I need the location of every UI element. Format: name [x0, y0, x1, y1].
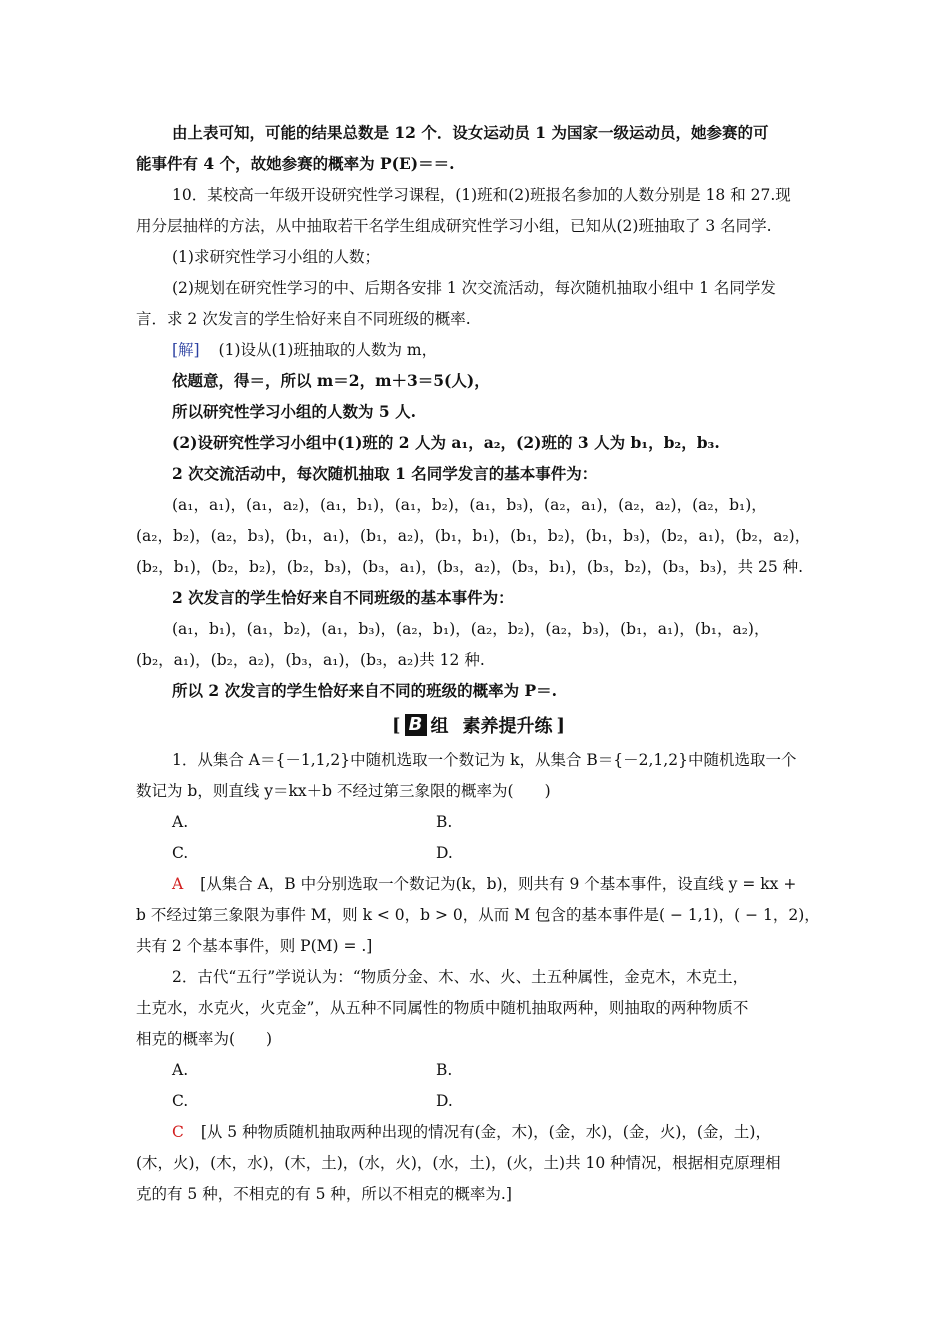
section-header [392, 712, 565, 738]
bracket-left: [ [392, 714, 401, 736]
explanation-line: b 不经过第三象限为事件 M，则 k < 0，b > 0，从而 M 包含的基本事件是( − 1,1)，( − 1，2)， [136, 906, 820, 924]
bracket-right: ] [556, 714, 566, 736]
explanation-line: 共有 2 个基本事件，则 P(M) = .] [136, 937, 373, 955]
question-2-line: 2．古代“五行”学说认为：“物质分金、木、水、火、土五种属性，金克木，木克土， [172, 968, 749, 986]
question-1-line: 1．从集合 A＝{－1,1,2}中随机选取一个数记为 k，从集合 B＝{－2,1,2}中随机选取一个 [172, 751, 797, 769]
solution-line: (b₂，b₁)，(b₂，b₂)，(b₂，b₃)，(b₃，a₁)，(b₃，a₂)，(b₃，b₁)，(b₃，b₂)，(b₃，b₃)，共 25 种. [136, 558, 804, 576]
option-b: B. [436, 813, 453, 831]
explanation-line [172, 874, 796, 894]
option-a: A. [172, 1061, 189, 1079]
solution-line: (a₁，b₁)，(a₁，b₂)，(a₁，b₃)，(a₂，b₁)，(a₂，b₂)，(a₂，b₃)，(b₁，a₁)，(b₁，a₂)， [172, 620, 770, 638]
explanation-line [172, 1122, 771, 1142]
solution-line: (a₁，a₁)，(a₁，a₂)，(a₁，b₁)，(a₁，b₂)，(a₁，b₃)，(a₂，a₁)，(a₂，a₂)，(a₂，b₁)， [172, 496, 767, 514]
solution-line: 所以 2 次发言的学生恰好来自不同的班级的概率为 P＝. [172, 681, 558, 700]
group-suffix: 组 [430, 716, 449, 737]
solution-tag: [解] [172, 341, 200, 359]
question-2-line: 相克的概率为( ) [136, 1030, 273, 1048]
answer-letter: C [172, 1123, 184, 1141]
question-10-line: 10．某校高一年级开设研究性学习课程，(1)班和(2)班报名参加的人数分别是 18 和 27.现 [172, 186, 791, 204]
option-c: C. [172, 1092, 189, 1110]
option-d: D. [436, 844, 453, 862]
explanation-text: [从 5 种物质随机抽取两种出现的情况有(金，木)，(金，水)，(金，火)，(金，土)， [200, 1123, 771, 1141]
answer-letter: A [172, 875, 184, 893]
question-2-line: 土克水，水克火，火克金”，从五种不同属性的物质中随机抽取两种，则抽取的两种物质不 [136, 999, 749, 1017]
option-d: D. [436, 1092, 453, 1110]
solution-text: (1)设从(1)班抽取的人数为 m， [218, 341, 438, 359]
solution-line: (a₂，b₂)，(a₂，b₃)，(b₁，a₁)，(b₁，a₂)，(b₁，b₁)，(b₁，b₂)，(b₁，b₃)，(b₂，a₁)，(b₂，a₂)， [136, 527, 811, 545]
solution-line: (b₂，a₁)，(b₂，a₂)，(b₃，a₁)，(b₃，a₂)共 12 种. [136, 651, 485, 669]
option-b: B. [436, 1061, 453, 1079]
question-10-part2: 言．求 2 次发言的学生恰好来自不同班级的概率. [136, 310, 471, 328]
text-line: 由上表可知，可能的结果总数是 12 个．设女运动员 1 为国家一级运动员，她参赛的可 [172, 123, 769, 142]
group-letter-badge: B [405, 714, 427, 736]
solution-line: 2 次交流活动中，每次随机抽取 1 名同学发言的基本事件为： [172, 464, 598, 483]
solution-line: 2 次发言的学生恰好来自不同班级的基本事件为： [172, 588, 514, 607]
question-1-line: 数记为 b，则直线 y＝kx＋b 不经过第三象限的概率为( ) [136, 782, 551, 800]
explanation-line: (木，火)，(木，水)，(木，土)，(水，火)，(水，土)，(火，土)共 10 种情况，根据相克原理相 [136, 1154, 781, 1172]
question-10-part2: (2)规划在研究性学习的中、后期各安排 1 次交流活动，每次随机抽取小组中 1 名同学发 [172, 279, 776, 297]
section-title: 素养提升练 [462, 716, 553, 737]
solution-line [172, 340, 437, 360]
text-line: 能事件有 4 个，故她参赛的概率为 P(E)＝＝. [136, 154, 455, 173]
explanation-text: [从集合 A，B 中分别选取一个数记为(k，b)，则共有 9 个基本事件，设直线 y = kx + [200, 875, 797, 893]
solution-line: (2)设研究性学习小组中(1)班的 2 人为 a₁，a₂，(2)班的 3 人为 b₁，b₂，b₃. [172, 433, 720, 452]
option-c: C. [172, 844, 189, 862]
solution-line: 所以研究性学习小组的人数为 5 人. [172, 402, 416, 421]
question-10-line: 用分层抽样的方法，从中抽取若干名学生组成研究性学习小组，已知从(2)班抽取了 3 名同学. [136, 217, 772, 235]
solution-line: 依题意，得＝，所以 m＝2，m＋3＝5(人)， [172, 371, 490, 390]
question-10-part1: (1)求研究性学习小组的人数； [172, 248, 380, 266]
option-a: A. [172, 813, 189, 831]
explanation-line: 克的有 5 种，不相克的有 5 种，所以不相克的概率为.] [136, 1185, 512, 1203]
